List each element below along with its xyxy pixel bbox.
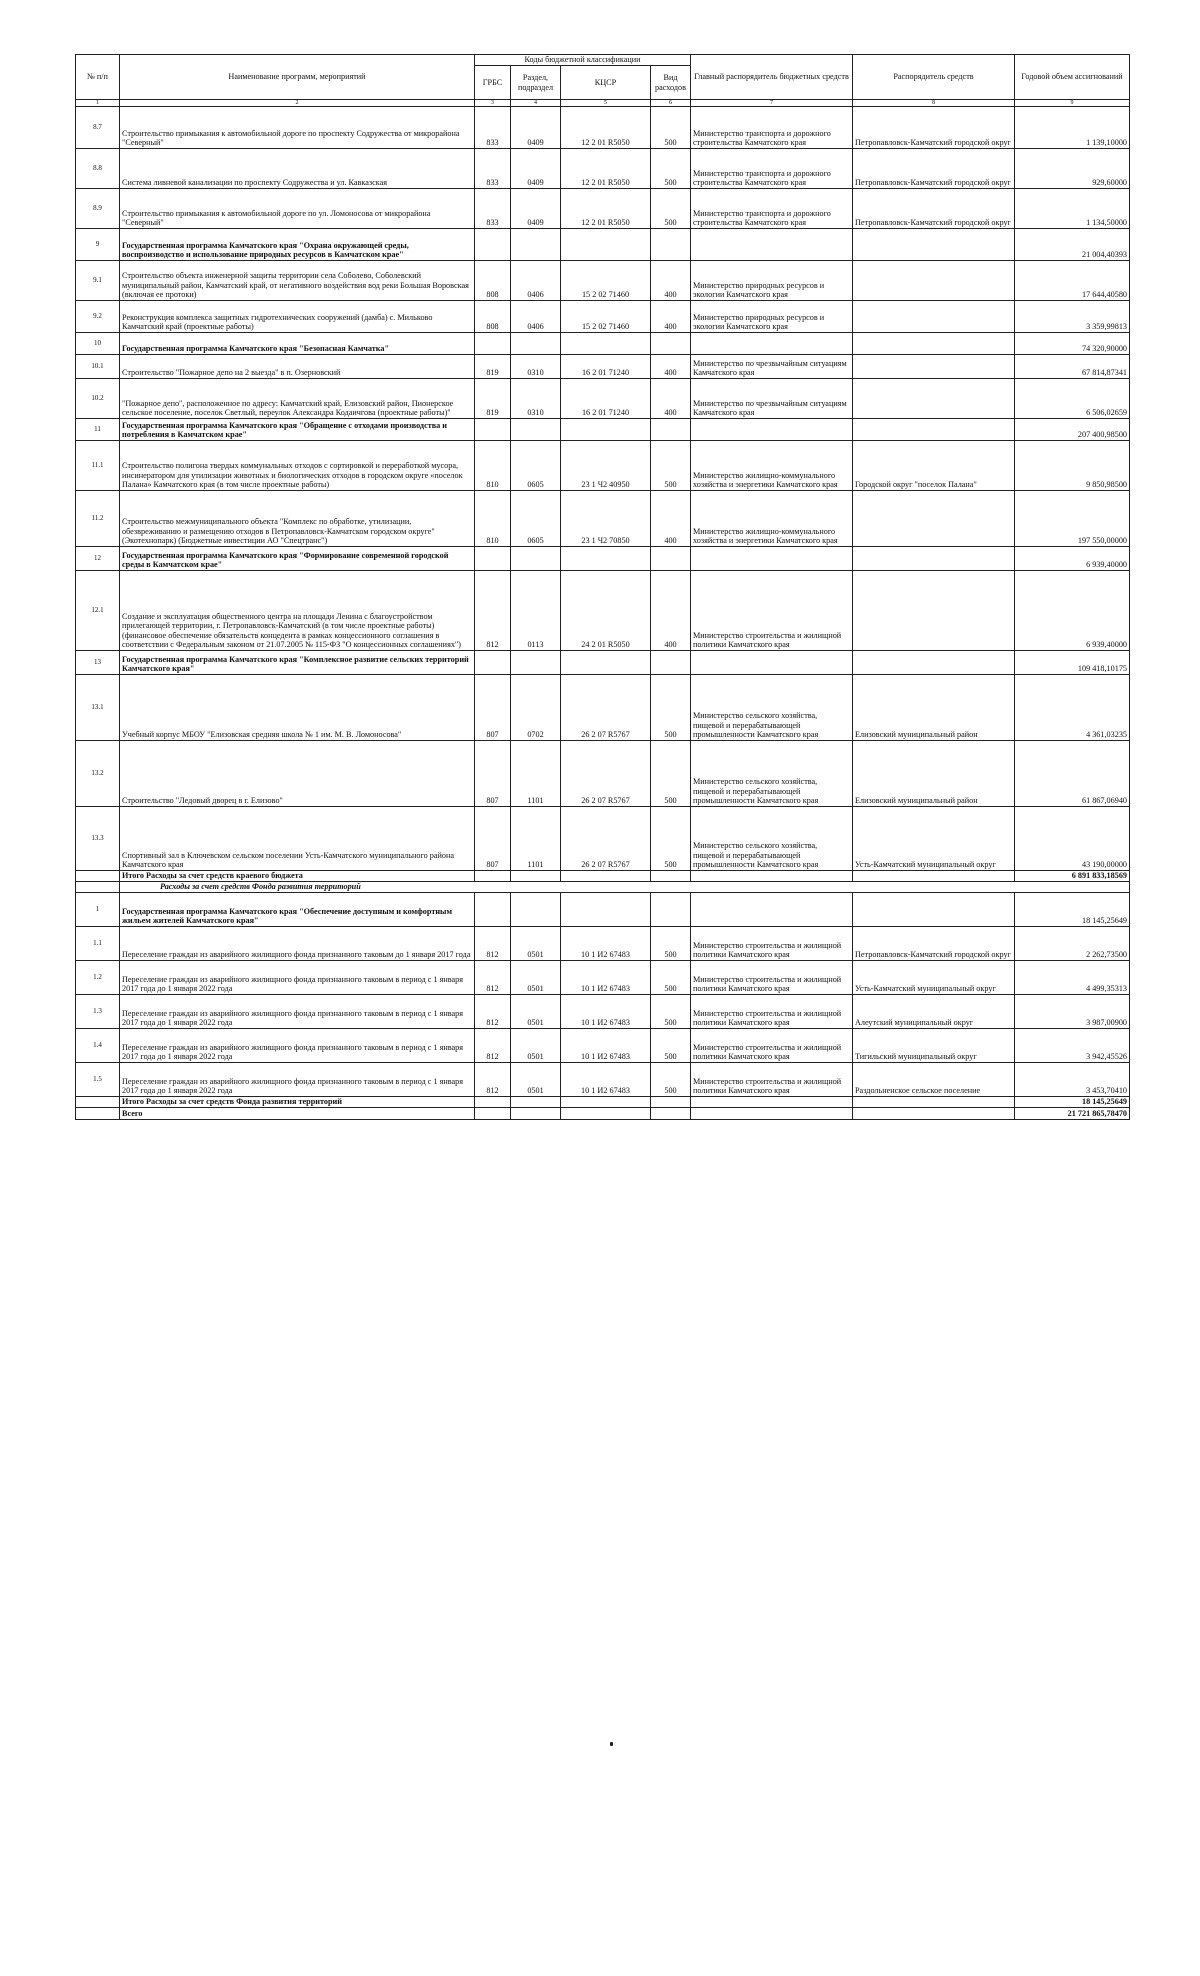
- row-grbs: 810: [475, 491, 511, 547]
- row-razdel: 0310: [511, 379, 561, 419]
- row-grbs: [475, 893, 511, 927]
- table-row: [76, 229, 1130, 261]
- row-amount: 1 139,10000: [1015, 107, 1130, 149]
- row-vid: [651, 1097, 691, 1108]
- table-row: [76, 301, 1130, 333]
- table-row: [76, 379, 1130, 419]
- table-row: [76, 882, 1130, 893]
- row-main-manager: Министерство по чрезвычайным ситуациям Камчатского края: [691, 355, 853, 379]
- row-razdel: 0501: [511, 1029, 561, 1063]
- row-main-manager: Министерство по чрезвычайным ситуациям Камчатского края: [691, 379, 853, 419]
- row-main-manager: Министерство строительства и жилищной политики Камчатского края: [691, 961, 853, 995]
- table-body: [76, 107, 1130, 1120]
- row-name: Государственная программа Камчатского края "Обращение с отходами производства и потребления в Камчатском крае": [120, 419, 475, 441]
- table-row: [76, 107, 1130, 149]
- row-manager: [853, 893, 1015, 927]
- row-razdel: 0501: [511, 961, 561, 995]
- row-amount: 3 359,99813: [1015, 301, 1130, 333]
- table-row: [76, 927, 1130, 961]
- row-grbs: 812: [475, 1063, 511, 1097]
- row-name: Государственная программа Камчатского края "Охрана окружающей среды, воспроизводство и использование природных ресурсов в Камчатском крае": [120, 229, 475, 261]
- row-kcsr: 26 2 07 R5767: [561, 741, 651, 807]
- row-grbs: 808: [475, 261, 511, 301]
- section-title: Расходы за счет средств Фонда развития территорий: [120, 882, 1130, 893]
- row-razdel: [511, 547, 561, 571]
- row-name: Переселение граждан из аварийного жилищного фонда признанного таковым в период с 1 января 2017 года до 1 января 2022 года: [120, 961, 475, 995]
- header-main-manager: Главный распорядитель бюджетных средств: [691, 55, 853, 100]
- row-grbs: 808: [475, 301, 511, 333]
- row-main-manager: Министерство строительства и жилищной политики Камчатского края: [691, 927, 853, 961]
- row-name: Учебный корпус МБОУ "Елизовская средняя школа № 1 им. М. В. Ломоносова": [120, 675, 475, 741]
- row-amount: 207 400,98500: [1015, 419, 1130, 441]
- row-main-manager: [691, 651, 853, 675]
- row-vid: 500: [651, 807, 691, 871]
- row-grbs: 807: [475, 675, 511, 741]
- row-razdel: 0501: [511, 995, 561, 1029]
- row-razdel: 0605: [511, 491, 561, 547]
- row-kcsr: [561, 419, 651, 441]
- row-razdel: 0113: [511, 571, 561, 651]
- row-kcsr: 24 2 01 R5050: [561, 571, 651, 651]
- row-main-manager: [691, 333, 853, 355]
- row-razdel: [511, 333, 561, 355]
- column-index-row: [76, 100, 1130, 107]
- row-vid: 500: [651, 995, 691, 1029]
- row-razdel: 0501: [511, 927, 561, 961]
- row-amount: 197 550,00000: [1015, 491, 1130, 547]
- row-number: 9: [76, 229, 120, 261]
- row-number: 10: [76, 333, 120, 355]
- row-amount: 9 850,98500: [1015, 441, 1130, 491]
- column-index: 7: [691, 100, 853, 107]
- row-main-manager: Министерство сельского хозяйства, пищевой и перерабатывающей промышленности Камчатского края: [691, 741, 853, 807]
- table-row: [76, 807, 1130, 871]
- row-razdel: 0702: [511, 675, 561, 741]
- column-index: 8: [853, 100, 1015, 107]
- row-manager: [853, 547, 1015, 571]
- row-number: 11.1: [76, 441, 120, 491]
- row-vid: 500: [651, 1063, 691, 1097]
- row-main-manager: [691, 229, 853, 261]
- row-manager: [853, 1097, 1015, 1108]
- row-kcsr: [561, 1108, 651, 1120]
- row-amount: 21 721 865,78470: [1015, 1108, 1130, 1120]
- table-row: [76, 675, 1130, 741]
- row-kcsr: [561, 333, 651, 355]
- table-row: [76, 741, 1130, 807]
- row-kcsr: 10 1 И2 67483: [561, 927, 651, 961]
- row-number: [76, 882, 120, 893]
- row-name: Система ливневой канализации по проспекту Содружества и ул. Кавказская: [120, 149, 475, 189]
- row-name: Строительство примыкания к автомобильной дороге по ул. Ломоносова от микрорайона "Северный": [120, 189, 475, 229]
- row-razdel: [511, 1108, 561, 1120]
- row-vid: 500: [651, 189, 691, 229]
- row-main-manager: Министерство строительства и жилищной политики Камчатского края: [691, 995, 853, 1029]
- table-row: [76, 547, 1130, 571]
- row-name: Спортивный зал в Ключевском сельском поселении Усть-Камчатского муниципального района Камчатского края: [120, 807, 475, 871]
- row-razdel: [511, 419, 561, 441]
- row-razdel: 0409: [511, 107, 561, 149]
- row-number: 8.9: [76, 189, 120, 229]
- row-number: 10.2: [76, 379, 120, 419]
- row-kcsr: 12 2 01 R5050: [561, 107, 651, 149]
- row-name: Государственная программа Камчатского края "Обеспечение доступным и комфортным жильем жителей Камчатского края": [120, 893, 475, 927]
- table-row: [76, 333, 1130, 355]
- column-index: 6: [651, 100, 691, 107]
- row-kcsr: 10 1 И2 67483: [561, 961, 651, 995]
- table-row: [76, 419, 1130, 441]
- row-amount: 21 004,40393: [1015, 229, 1130, 261]
- table-row: [76, 1108, 1130, 1120]
- row-kcsr: 10 1 И2 67483: [561, 1029, 651, 1063]
- row-kcsr: [561, 1097, 651, 1108]
- row-razdel: [511, 229, 561, 261]
- row-manager: Петропавловск-Камчатский городской округ: [853, 189, 1015, 229]
- row-vid: [651, 229, 691, 261]
- row-grbs: [475, 1097, 511, 1108]
- row-kcsr: [561, 871, 651, 882]
- column-index: 9: [1015, 100, 1130, 107]
- table-row: [76, 871, 1130, 882]
- row-kcsr: 15 2 02 71460: [561, 301, 651, 333]
- row-grbs: 812: [475, 927, 511, 961]
- row-amount: 61 867,06940: [1015, 741, 1130, 807]
- header-name: Наименование программ, мероприятий: [120, 55, 475, 100]
- row-manager: Усть-Камчатский муниципальный округ: [853, 961, 1015, 995]
- row-kcsr: 26 2 07 R5767: [561, 675, 651, 741]
- row-razdel: 1101: [511, 741, 561, 807]
- row-amount: 18 145,25649: [1015, 1097, 1130, 1108]
- row-name: Итого Расходы за счет средств Фонда развития территорий: [120, 1097, 475, 1108]
- row-kcsr: 16 2 01 71240: [561, 379, 651, 419]
- row-razdel: 0605: [511, 441, 561, 491]
- row-kcsr: [561, 229, 651, 261]
- row-main-manager: [691, 893, 853, 927]
- table-row: [76, 961, 1130, 995]
- header-manager: Распорядитель средств: [853, 55, 1015, 100]
- row-main-manager: Министерство транспорта и дорожного строительства Камчатского края: [691, 149, 853, 189]
- row-name: Всего: [120, 1108, 475, 1120]
- row-main-manager: Министерство сельского хозяйства, пищевой и перерабатывающей промышленности Камчатского края: [691, 807, 853, 871]
- row-main-manager: Министерство жилищно-коммунального хозяйства и энергетики Камчатского края: [691, 491, 853, 547]
- table-row: [76, 491, 1130, 547]
- row-manager: [853, 333, 1015, 355]
- column-index: 2: [120, 100, 475, 107]
- row-vid: [651, 419, 691, 441]
- row-vid: [651, 547, 691, 571]
- table-row: [76, 189, 1130, 229]
- row-kcsr: 15 2 02 71460: [561, 261, 651, 301]
- row-main-manager: Министерство транспорта и дорожного строительства Камчатского края: [691, 107, 853, 149]
- table-row: [76, 1029, 1130, 1063]
- row-vid: 400: [651, 355, 691, 379]
- row-vid: 500: [651, 107, 691, 149]
- row-amount: 3 987,00900: [1015, 995, 1130, 1029]
- row-manager: Городской округ "поселок Палана": [853, 441, 1015, 491]
- row-grbs: 819: [475, 379, 511, 419]
- row-number: 1.4: [76, 1029, 120, 1063]
- row-vid: [651, 871, 691, 882]
- row-name: Создание и эксплуатация общественного центра на площади Ленина с благоустройством прилегающей территории, г. Петропавловск-Камчатский (в том числе проектные работы) (финансовое обеспечение обязательств концедента в рамках концессионного соглашения в соответствии с Федеральным законом от 21.07.2005 № 115-ФЗ "О концессионных соглашениях"): [120, 571, 475, 651]
- row-kcsr: 12 2 01 R5050: [561, 189, 651, 229]
- row-amount: 3 453,70410: [1015, 1063, 1130, 1097]
- row-razdel: 0406: [511, 301, 561, 333]
- row-name: Строительство "Ледовый дворец в г. Елизово": [120, 741, 475, 807]
- row-number: 1: [76, 893, 120, 927]
- row-name: Строительство примыкания к автомобильной дороге по проспекту Содружества от микрорайона "Северный": [120, 107, 475, 149]
- row-number: 12: [76, 547, 120, 571]
- row-grbs: 833: [475, 149, 511, 189]
- row-manager: [853, 419, 1015, 441]
- row-name: Строительство "Пожарное депо на 2 выезда" в п. Озерновский: [120, 355, 475, 379]
- row-number: 11: [76, 419, 120, 441]
- row-manager: [853, 651, 1015, 675]
- row-kcsr: 23 1 Ч2 70850: [561, 491, 651, 547]
- row-name: Государственная программа Камчатского края "Комплексное развитие сельских территорий Камчатского края": [120, 651, 475, 675]
- row-main-manager: [691, 871, 853, 882]
- table-row: [76, 149, 1130, 189]
- header-vid: Вид расходов: [651, 66, 691, 100]
- row-amount: 6 891 833,18569: [1015, 871, 1130, 882]
- row-amount: 4 499,35313: [1015, 961, 1130, 995]
- row-manager: Петропавловск-Камчатский городской округ: [853, 149, 1015, 189]
- row-razdel: 1101: [511, 807, 561, 871]
- row-manager: [853, 491, 1015, 547]
- table-row: [76, 1063, 1130, 1097]
- row-amount: 3 942,45526: [1015, 1029, 1130, 1063]
- row-main-manager: Министерство строительства и жилищной политики Камчатского края: [691, 571, 853, 651]
- row-main-manager: [691, 419, 853, 441]
- row-number: 1.2: [76, 961, 120, 995]
- header-razdel: Раздел, подраздел: [511, 66, 561, 100]
- row-grbs: [475, 1108, 511, 1120]
- row-main-manager: [691, 1097, 853, 1108]
- row-name: Строительство полигона твердых коммунальных отходов с сортировкой и переработкой мусора, инсинератором для утилизации животных и биологических отходов в городском округе «поселок Палана» Камчатского края (в том числе проектные работы): [120, 441, 475, 491]
- row-manager: Петропавловск-Камчатский городской округ: [853, 107, 1015, 149]
- row-grbs: [475, 547, 511, 571]
- row-amount: 67 814,87341: [1015, 355, 1130, 379]
- row-razdel: 0409: [511, 189, 561, 229]
- row-main-manager: Министерство сельского хозяйства, пищевой и перерабатывающей промышленности Камчатского края: [691, 675, 853, 741]
- row-manager: [853, 301, 1015, 333]
- row-grbs: 812: [475, 961, 511, 995]
- row-vid: 500: [651, 675, 691, 741]
- row-main-manager: Министерство строительства и жилищной политики Камчатского края: [691, 1063, 853, 1097]
- table-row: [76, 651, 1130, 675]
- row-vid: 500: [651, 741, 691, 807]
- row-amount: 929,60000: [1015, 149, 1130, 189]
- row-manager: [853, 229, 1015, 261]
- row-grbs: 833: [475, 189, 511, 229]
- budget-table: [75, 54, 1130, 1120]
- row-kcsr: 16 2 01 71240: [561, 355, 651, 379]
- row-grbs: 819: [475, 355, 511, 379]
- row-manager: [853, 571, 1015, 651]
- row-manager: Раздольненское сельское поселение: [853, 1063, 1015, 1097]
- row-grbs: 807: [475, 741, 511, 807]
- row-manager: Елизовский муниципальный район: [853, 741, 1015, 807]
- row-grbs: 812: [475, 1029, 511, 1063]
- row-kcsr: 26 2 07 R5767: [561, 807, 651, 871]
- row-number: 13: [76, 651, 120, 675]
- row-main-manager: Министерство транспорта и дорожного строительства Камчатского края: [691, 189, 853, 229]
- row-grbs: 810: [475, 441, 511, 491]
- row-grbs: [475, 333, 511, 355]
- row-name: Итого Расходы за счет средств краевого бюджета: [120, 871, 475, 882]
- row-razdel: 0310: [511, 355, 561, 379]
- header-grbs: ГРБС: [475, 66, 511, 100]
- row-main-manager: Министерство природных ресурсов и экологии Камчатского края: [691, 261, 853, 301]
- row-vid: 500: [651, 961, 691, 995]
- row-number: 9.2: [76, 301, 120, 333]
- row-number: 8.8: [76, 149, 120, 189]
- row-razdel: 0501: [511, 1063, 561, 1097]
- row-kcsr: 12 2 01 R5050: [561, 149, 651, 189]
- row-grbs: [475, 229, 511, 261]
- row-number: 11.2: [76, 491, 120, 547]
- table-row: [76, 571, 1130, 651]
- row-manager: [853, 261, 1015, 301]
- row-razdel: [511, 1097, 561, 1108]
- row-amount: 4 361,03235: [1015, 675, 1130, 741]
- row-kcsr: 23 1 Ч2 40950: [561, 441, 651, 491]
- table-row: [76, 261, 1130, 301]
- row-grbs: [475, 419, 511, 441]
- row-name: Государственная программа Камчатского края "Формирование современной городской среды в Камчатском крае": [120, 547, 475, 571]
- row-vid: 400: [651, 491, 691, 547]
- row-amount: 17 644,40580: [1015, 261, 1130, 301]
- row-amount: 74 320,90000: [1015, 333, 1130, 355]
- row-name: Строительство объекта инженерной защиты территории села Соболево, Соболевский муниципальный район, Камчатский край, от негативного воздействия вод реки Большая Воровская (включая ее протоки): [120, 261, 475, 301]
- row-main-manager: Министерство строительства и жилищной политики Камчатского края: [691, 1029, 853, 1063]
- row-vid: 500: [651, 1029, 691, 1063]
- row-amount: 18 145,25649: [1015, 893, 1130, 927]
- row-name: Переселение граждан из аварийного жилищного фонда признанного таковым в период с 1 января 2017 года до 1 января 2022 года: [120, 1063, 475, 1097]
- row-razdel: [511, 651, 561, 675]
- row-kcsr: 10 1 И2 67483: [561, 995, 651, 1029]
- row-number: 13.3: [76, 807, 120, 871]
- row-grbs: 812: [475, 995, 511, 1029]
- row-vid: [651, 893, 691, 927]
- row-amount: 109 418,10175: [1015, 651, 1130, 675]
- row-manager: [853, 355, 1015, 379]
- row-manager: Алеутский муниципальный округ: [853, 995, 1015, 1029]
- row-name: Переселение граждан из аварийного жилищного фонда признанного таковым в период с 1 января 2017 года до 1 января 2022 года: [120, 995, 475, 1029]
- row-manager: Петропавловск-Камчатский городской округ: [853, 927, 1015, 961]
- table-row: [76, 893, 1130, 927]
- row-manager: [853, 1108, 1015, 1120]
- row-manager: Тигильский муниципальный округ: [853, 1029, 1015, 1063]
- table-row: [76, 355, 1130, 379]
- row-number: 13.1: [76, 675, 120, 741]
- row-kcsr: [561, 893, 651, 927]
- column-index: 3: [475, 100, 511, 107]
- row-grbs: [475, 651, 511, 675]
- row-vid: [651, 333, 691, 355]
- row-kcsr: [561, 651, 651, 675]
- table-row: [76, 441, 1130, 491]
- row-vid: 500: [651, 441, 691, 491]
- row-name: Строительство межмуниципального объекта "Комплекс по обработке, утилизации, обезвреживанию и размещению отходов в Петропавловск-Камчатском городском округе" (Экотехнопарк) (Бюджетные инвестиции АО "Спецтранс"): [120, 491, 475, 547]
- row-number: [76, 871, 120, 882]
- row-kcsr: [561, 547, 651, 571]
- row-grbs: 833: [475, 107, 511, 149]
- row-manager: [853, 379, 1015, 419]
- table-row: [76, 1097, 1130, 1108]
- row-vid: 400: [651, 261, 691, 301]
- row-number: [76, 1097, 120, 1108]
- row-amount: 2 262,73500: [1015, 927, 1130, 961]
- row-grbs: [475, 871, 511, 882]
- row-main-manager: [691, 547, 853, 571]
- row-main-manager: [691, 1108, 853, 1120]
- row-main-manager: Министерство природных ресурсов и экологии Камчатского края: [691, 301, 853, 333]
- header-kcsr: КЦСР: [561, 66, 651, 100]
- row-number: 10.1: [76, 355, 120, 379]
- row-number: 1.5: [76, 1063, 120, 1097]
- row-name: Переселение граждан из аварийного жилищного фонда признанного таковым до 1 января 2017 года: [120, 927, 475, 961]
- row-number: 8.7: [76, 107, 120, 149]
- row-grbs: 807: [475, 807, 511, 871]
- row-manager: Усть-Камчатский муниципальный округ: [853, 807, 1015, 871]
- row-number: 1.3: [76, 995, 120, 1029]
- row-name: "Пожарное депо", расположенное по адресу: Камчатский край, Елизовский район, Пионерское сельское поселение, поселок Светлый, переулок Александра Кодаичгова (проектные работы)": [120, 379, 475, 419]
- column-index: 1: [76, 100, 120, 107]
- row-manager: Елизовский муниципальный район: [853, 675, 1015, 741]
- row-number: 9.1: [76, 261, 120, 301]
- row-name: Государственная программа Камчатского края "Безопасная Камчатка": [120, 333, 475, 355]
- row-amount: 6 939,40000: [1015, 571, 1130, 651]
- row-number: 13.2: [76, 741, 120, 807]
- row-vid: [651, 1108, 691, 1120]
- row-manager: [853, 871, 1015, 882]
- row-vid: 500: [651, 927, 691, 961]
- row-razdel: [511, 893, 561, 927]
- row-amount: 6 506,02659: [1015, 379, 1130, 419]
- row-vid: [651, 651, 691, 675]
- header-codes-group: Коды бюджетной классификации: [475, 55, 691, 66]
- budget-table-sheet: [75, 54, 1129, 1120]
- row-amount: 43 190,00000: [1015, 807, 1130, 871]
- column-index: 4: [511, 100, 561, 107]
- header-num: № п/п: [76, 55, 120, 100]
- row-kcsr: 10 1 И2 67483: [561, 1063, 651, 1097]
- row-razdel: [511, 871, 561, 882]
- row-vid: 400: [651, 379, 691, 419]
- scan-speck: [610, 1742, 613, 1746]
- row-vid: 400: [651, 571, 691, 651]
- column-index: 5: [561, 100, 651, 107]
- row-number: [76, 1108, 120, 1120]
- row-name: Переселение граждан из аварийного жилищного фонда признанного таковым в период с 1 января 2017 года до 1 января 2022 года: [120, 1029, 475, 1063]
- table-row: [76, 995, 1130, 1029]
- row-razdel: 0409: [511, 149, 561, 189]
- row-vid: 500: [651, 149, 691, 189]
- row-amount: 1 134,50000: [1015, 189, 1130, 229]
- row-vid: 400: [651, 301, 691, 333]
- row-grbs: 812: [475, 571, 511, 651]
- row-name: Реконструкция комплекса защитных гидротехнических сооружений (дамба) с. Мильково Камчатский край (проектные работы): [120, 301, 475, 333]
- row-main-manager: Министерство жилищно-коммунального хозяйства и энергетики Камчатского края: [691, 441, 853, 491]
- row-razdel: 0406: [511, 261, 561, 301]
- row-amount: 6 939,40000: [1015, 547, 1130, 571]
- header-amount: Годовой объем ассигнований: [1015, 55, 1130, 100]
- row-number: 12.1: [76, 571, 120, 651]
- row-number: 1.1: [76, 927, 120, 961]
